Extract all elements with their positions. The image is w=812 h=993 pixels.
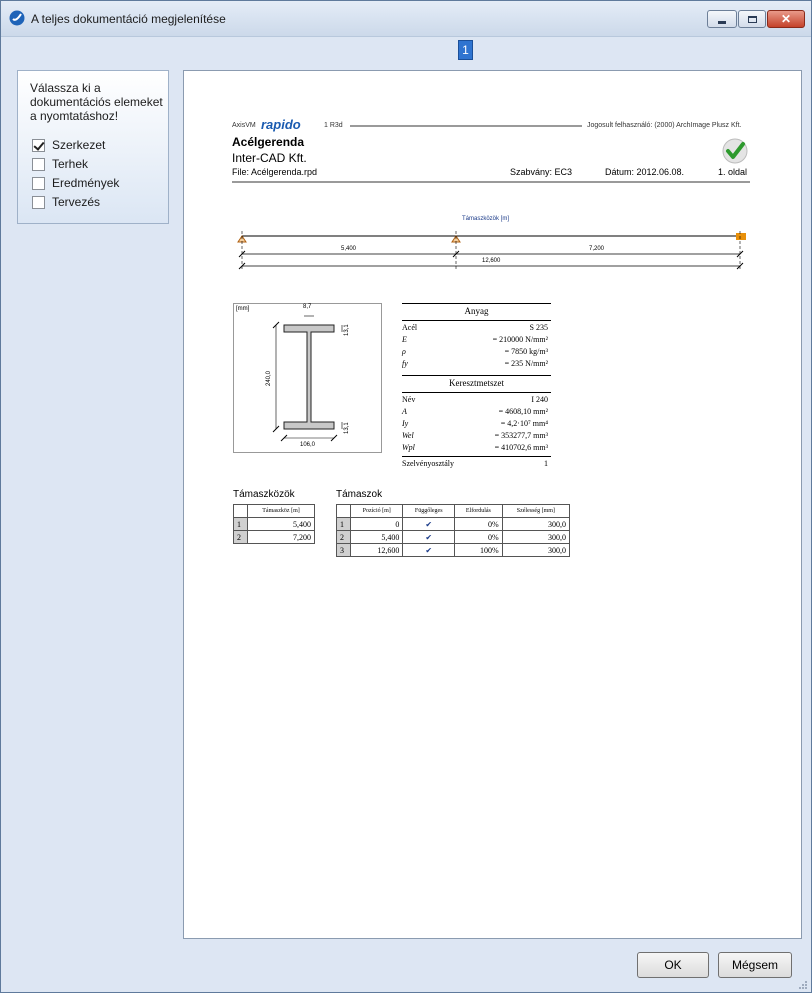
section-row <box>402 431 550 443</box>
height-label: 240,0 <box>266 370 272 386</box>
supports-table-caption: Támaszok <box>336 489 383 500</box>
vertical-check-icon: ✔ <box>403 518 455 531</box>
width-cell: 300,0 <box>502 531 569 544</box>
spans-table-header: Támaszköz [m] <box>248 505 315 518</box>
section-row <box>402 419 550 431</box>
header-bottom-divider <box>232 181 750 183</box>
material-properties <box>402 303 551 473</box>
bottom-flange-label: 13,1 <box>344 422 350 434</box>
position-cell: 12,600 <box>351 544 403 557</box>
minimize-icon <box>718 21 726 24</box>
cancel-button[interactable]: Mégsem <box>718 952 792 978</box>
section-name-value: I 240 <box>531 395 548 404</box>
resize-grip-icon[interactable] <box>798 979 808 989</box>
section-unit: [mm] <box>236 306 250 312</box>
span-value: 5,400 <box>248 518 315 531</box>
material-row <box>402 335 550 347</box>
close-button[interactable] <box>767 10 805 28</box>
total-span-label: 12,600 <box>482 258 501 264</box>
table-corner <box>234 505 248 518</box>
span1-label: 5,400 <box>341 246 357 252</box>
width-cell: 300,0 <box>502 544 569 557</box>
material-name-key: Acél <box>402 323 418 332</box>
file-name: File: Acélgerenda.rpd <box>232 167 318 177</box>
row-index: 1 <box>337 518 351 531</box>
document-preview[interactable] <box>183 70 802 939</box>
cross-section-heading: Keresztmetszet <box>449 378 504 388</box>
section-value: = 410702,6 mm³ <box>494 443 548 452</box>
row-index: 2 <box>337 531 351 544</box>
standard-label: Szabvány: EC3 <box>510 167 573 177</box>
material-name-row <box>402 323 550 335</box>
project-title: Acélgerenda <box>232 135 305 149</box>
section-key: Iy <box>402 419 409 428</box>
column-header: Elfordulás <box>455 505 503 518</box>
section-row <box>402 443 550 455</box>
section-name-row <box>402 395 550 407</box>
table-row <box>337 544 570 557</box>
span2-label: 7,200 <box>589 246 605 252</box>
top-flange-label: 13,1 <box>344 324 350 336</box>
vertical-check-icon: ✔ <box>403 544 455 557</box>
checkbox-label: Terhek <box>52 157 89 171</box>
minimize-button[interactable] <box>707 10 737 28</box>
span-value: 7,200 <box>248 531 315 544</box>
column-header: Függőleges <box>403 505 455 518</box>
app-logo-icon <box>9 10 25 26</box>
spans-table-caption: Támaszközök <box>233 489 295 500</box>
column-header: Pozíció [m] <box>351 505 403 518</box>
checkbox-tervezes[interactable] <box>32 194 100 210</box>
header-version: 1 R3d <box>324 122 343 129</box>
panel-prompt: Válassza ki a dokumentációs elemeket a nyomtatáshoz! <box>30 81 163 123</box>
section-class-key: Szelvényosztály <box>402 459 454 468</box>
width-label: 106,0 <box>300 442 316 448</box>
spans-table <box>233 504 315 544</box>
ok-button[interactable]: OK <box>637 952 709 978</box>
span-diagram-title: Támaszközök [m] <box>462 216 510 222</box>
section-key: A <box>402 407 407 416</box>
column-header: Szélesség [mm] <box>502 505 569 518</box>
web-thickness-label: 8,7 <box>303 304 312 310</box>
row-index: 1 <box>234 518 248 531</box>
row-index: 3 <box>337 544 351 557</box>
section-value: = 4,2·10⁷ mm⁴ <box>500 419 548 428</box>
span-diagram <box>234 223 754 273</box>
table-row <box>337 518 570 531</box>
documentation-options-panel <box>17 70 169 224</box>
page-number: 1. oldal <box>718 167 748 177</box>
section-key: Wel <box>402 431 414 440</box>
close-icon: ✕ <box>780 12 792 26</box>
checkbox-label: Szerkezet <box>52 138 106 152</box>
supports-table <box>336 504 570 557</box>
maximize-button[interactable] <box>738 10 766 28</box>
ok-check-icon <box>722 138 748 168</box>
section-row <box>402 407 550 419</box>
material-key: ρ <box>402 347 406 356</box>
position-cell: 5,400 <box>351 531 403 544</box>
material-key: fy <box>402 359 408 368</box>
header-license: Jogosult felhasználó: (2000) ArchImage Plusz Kft. <box>587 122 742 129</box>
checkbox-icon[interactable] <box>32 177 45 190</box>
table-row <box>234 518 315 531</box>
section-name-key: Név <box>402 395 416 404</box>
material-name-value: S 235 <box>529 323 548 332</box>
window-title: A teljes dokumentáció megjelenítése <box>31 12 226 26</box>
table-corner <box>337 505 351 518</box>
table-row <box>234 531 315 544</box>
rotation-cell: 0% <box>455 531 503 544</box>
row-index: 2 <box>234 531 248 544</box>
material-value: = 7850 kg/m³ <box>504 347 548 356</box>
material-row <box>402 347 550 359</box>
material-value: = 210000 N/mm² <box>492 335 548 344</box>
date-label: Dátum: 2012.06.08. <box>605 167 685 177</box>
section-value: = 353277,7 mm³ <box>494 431 548 440</box>
page-tab-bar <box>1 38 811 66</box>
section-class-row <box>402 459 550 471</box>
header-divider <box>350 125 582 127</box>
material-value: = 235 N/mm² <box>504 359 548 368</box>
section-class-value: 1 <box>544 459 548 468</box>
rotation-cell: 0% <box>455 518 503 531</box>
vertical-check-icon: ✔ <box>403 531 455 544</box>
material-heading: Anyag <box>464 306 489 316</box>
maximize-icon <box>748 16 757 23</box>
document-page <box>184 71 801 938</box>
material-row <box>402 359 550 371</box>
header-software: AxisVM <box>232 122 256 129</box>
checkbox-szerkezet[interactable] <box>32 137 105 153</box>
checkbox-icon-checked[interactable] <box>32 139 45 152</box>
material-key: E <box>402 335 407 344</box>
header-brand-logo: rapido <box>261 117 301 132</box>
page-tab-1[interactable]: 1 <box>458 40 473 60</box>
section-figure <box>233 303 382 453</box>
rotation-cell: 100% <box>455 544 503 557</box>
company-name: Inter-CAD Kft. <box>232 151 307 165</box>
width-cell: 300,0 <box>502 518 569 531</box>
checkbox-label: Eredmények <box>52 176 120 190</box>
section-value: = 4608,10 mm² <box>498 407 548 416</box>
title-bar <box>1 1 811 37</box>
checkbox-icon[interactable] <box>32 158 45 171</box>
i-beam-drawing <box>234 304 383 454</box>
section-key: Wpl <box>402 443 415 452</box>
checkbox-label: Tervezés <box>52 195 101 209</box>
checkbox-eredmenyek[interactable] <box>32 175 119 191</box>
position-cell: 0 <box>351 518 403 531</box>
checkbox-terhek[interactable] <box>32 156 88 172</box>
table-row <box>337 531 570 544</box>
checkbox-icon[interactable] <box>32 196 45 209</box>
